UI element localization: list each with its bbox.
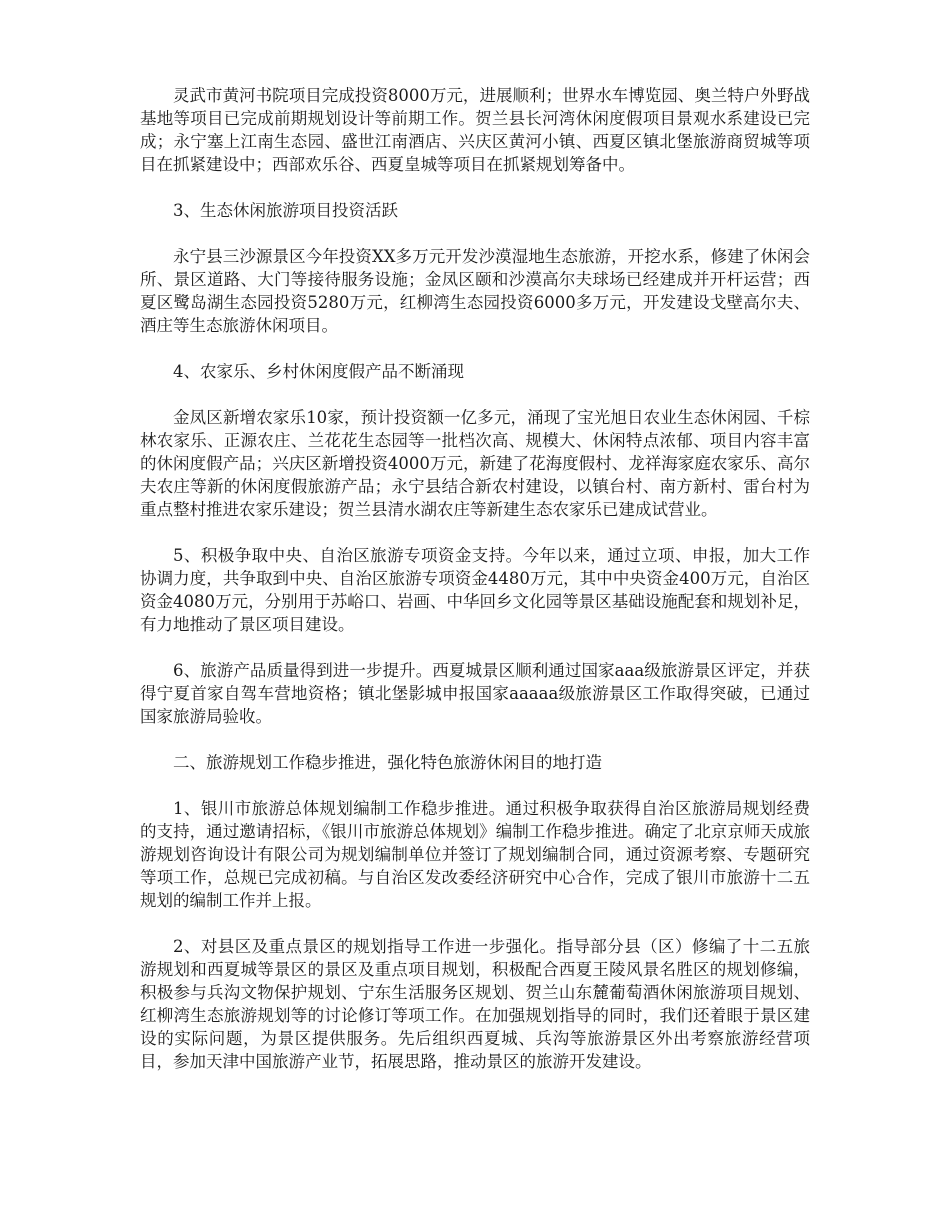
section-heading-planning: 二、旅游规划工作稳步推进，强化特色旅游休闲目的地打造	[173, 753, 602, 772]
document-page	[140, 84, 810, 1096]
paragraph-county-guidance: 2、对县区及重点景区的规划指导工作进一步强化。指导部分县（区）修编了十二五旅游规划和西夏城等景区的景区及重点项目规划，积极配合西夏王陵风景名胜区的规划修编，积极参与兵沟文物保护规划、宁东生活服务区规划、贺兰山东麓葡萄酒休闲旅游项目规划、红柳湾生态旅游规划等的讨论修订等项工作。在加强规划指导的同时，我们还着眼于景区建设的实际问题，为景区提供服务。先后组织西夏城、兵沟等旅游景区外出考察旅游经营项目，参加天津中国旅游产业节，拓展思路，推动景区的旅游开发建设。	[140, 937, 810, 1071]
paragraph-special-funds: 5、积极争取中央、自治区旅游专项资金支持。今年以来，通过立项、申报，加大工作协调力度，共争取到中央、自治区旅游专项资金4480万元，其中中央资金400万元，自治区资金4080万元，分别用于苏峪口、岩画、中华回乡文化园等景区基础设施配套和规划补足，有力地推动了景区项目建设。	[140, 546, 810, 634]
section-heading-farmhouse: 4、农家乐、乡村休闲度假产品不断涌现	[173, 362, 464, 381]
paragraph-master-plan: 1、银川市旅游总体规划编制工作稳步推进。通过积极争取获得自治区旅游局规划经费的支持，通过邀请招标，《银川市旅游总体规划》编制工作稳步推进。确定了北京京师天成旅游规划咨询设计有限公司为规划编制单位并签订了规划编制合同，通过资源考察、专题研究等项工作，总规已完成初稿。与自治区发改委经济研究中心合作，完成了银川市旅游十二五规划的编制工作并上报。	[140, 799, 810, 910]
paragraph-product-quality: 6、旅游产品质量得到进一步提升。西夏城景区顺利通过国家aaa级旅游景区评定，并获得宁夏首家自驾车营地资格；镇北堡影城申报国家aaaaa级旅游景区工作取得突破，已通过国家旅游局验收。	[140, 661, 810, 726]
paragraph-yongning-sanshayuan: 永宁县三沙源景区今年投资XX多万元开发沙漠湿地生态旅游，开挖水系，修建了休闲会所、景区道路、大门等接待服务设施；金凤区颐和沙漠高尔夫球场已经建成并开杆运营；西夏区鹭岛湖生态园投资5280万元，红柳湾生态园投资6000多万元，开发建设戈壁高尔夫、酒庄等生态旅游休闲项目。	[140, 247, 810, 335]
paragraph-jinfeng-farmhouse: 金凤区新增农家乐10家，预计投资额一亿多元，涌现了宝光旭日农业生态休闲园、千棕林农家乐、正源农庄、兰花花生态园等一批档次高、规模大、休闲特点浓郁、项目内容丰富的休闲度假产品；兴庆区新增投资4000万元，新建了花海度假村、龙祥海家庭农家乐、高尔夫农庄等新的休闲度假旅游产品；永宁县结合新农村建设，以镇台村、南方新村、雷台村为重点整村推进农家乐建设；贺兰县清水湖农庄等新建生态农家乐已建成试营业。	[140, 408, 810, 519]
paragraph-lingwu-projects: 灵武市黄河书院项目完成投资8000万元，进展顺利；世界水车博览园、奥兰特户外野战基地等项目已完成前期规划设计等前期工作。贺兰县长河湾休闲度假项目景观水系建设已完成；永宁塞上江南生态园、盛世江南酒店、兴庆区黄河小镇、西夏区镇北堡旅游商贸城等项目在抓紧建设中；西部欢乐谷、西夏皇城等项目在抓紧规划筹备中。	[140, 86, 810, 174]
section-heading-eco-leisure: 3、生态休闲旅游项目投资活跃	[173, 201, 398, 220]
